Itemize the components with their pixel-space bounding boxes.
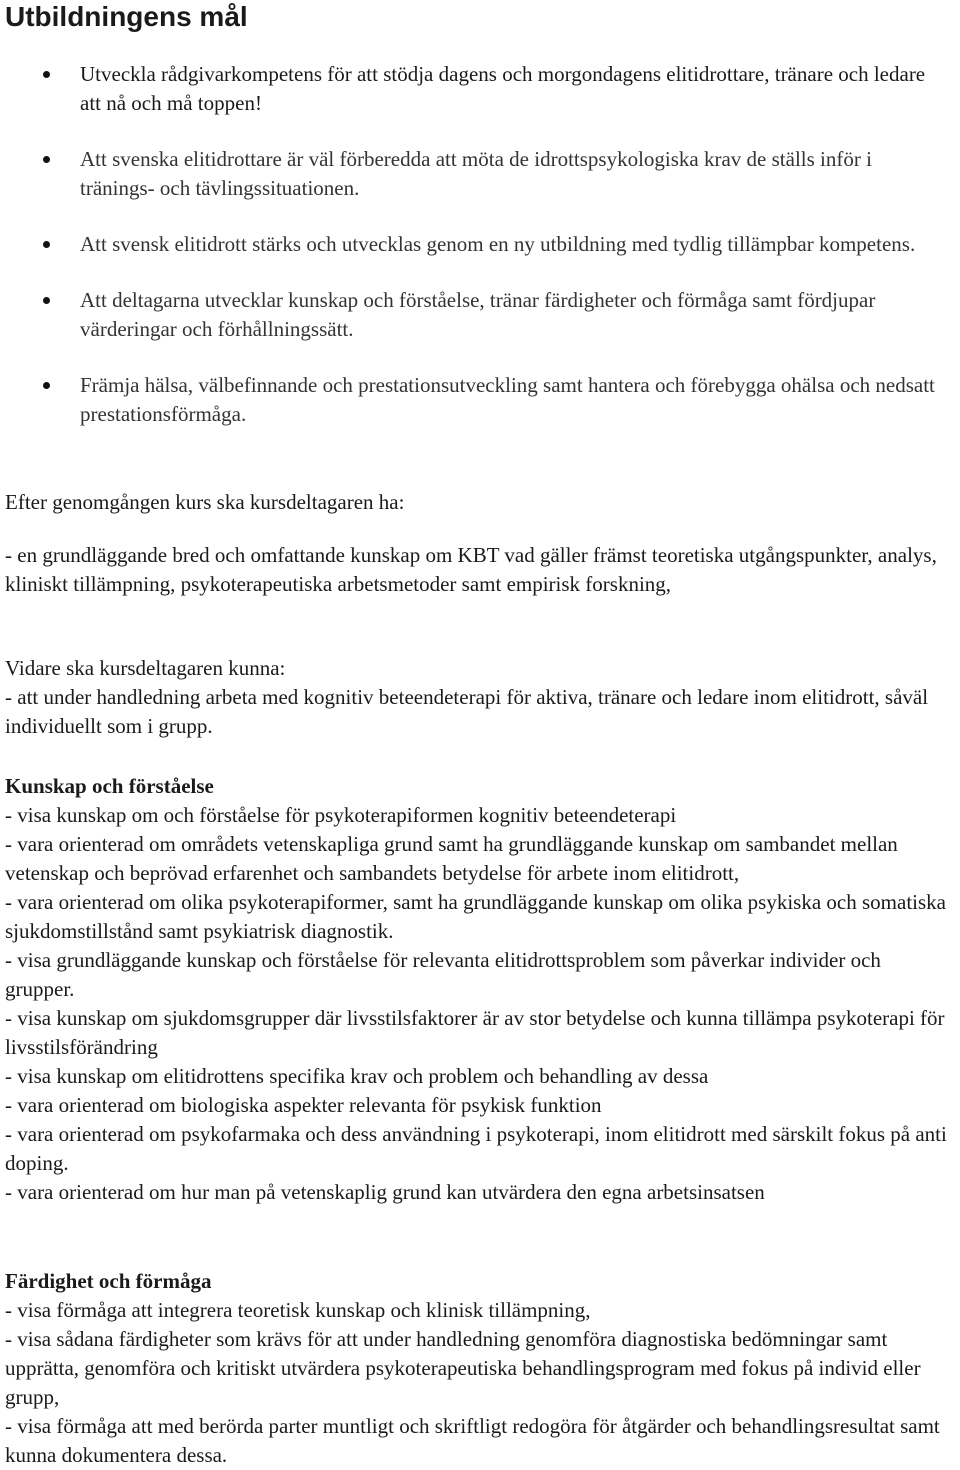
- knowledge-item: - vara orienterad om biologiska aspekter relevanta för psykisk funktion: [5, 1093, 602, 1117]
- goal-item: [0, 286, 960, 344]
- knowledge-section: [5, 772, 955, 1207]
- knowledge-item: - vara orienterad om hur man på vetenskaplig grund kan utvärdera den egna arbetsinsatsen: [5, 1180, 765, 1204]
- page-title: Utbildningens mål: [5, 1, 248, 32]
- intro-text: Efter genomgången kurs ska kursdeltagaren ha:: [5, 490, 405, 514]
- goal-item: [0, 145, 960, 203]
- goal-item: [0, 60, 960, 118]
- bullet-icon: [43, 382, 50, 389]
- bullet-icon: [43, 297, 50, 304]
- goal-text: Att deltagarna utvecklar kunskap och förståelse, tränar färdigheter och förmåga samt fördjupar värderingar och förhållningssätt.: [80, 288, 876, 341]
- further-heading: Vidare ska kursdeltagaren kunna:: [5, 656, 286, 680]
- skills-item: - visa förmåga att med berörda parter muntligt och skriftligt redogöra för åtgärder och behandlingsresultat samt kunna dokumentera dessa.: [5, 1414, 940, 1467]
- knowledge-item: - vara orienterad om områdets vetenskapliga grund samt ha grundläggande kunskap om sambandet mellan vetenskap och beprövad erfarenhet och sambandets betydelse för arbete inom elitidrott,: [5, 832, 898, 885]
- goals-list: [0, 60, 960, 456]
- skills-item: - visa förmåga att integrera teoretisk kunskap och klinisk tillämpning,: [5, 1298, 591, 1322]
- knowledge-item: - visa kunskap om och förståelse för psykoterapiformen kognitiv beteendeterapi: [5, 803, 677, 827]
- skills-section: [5, 1267, 955, 1470]
- knowledge-heading: Kunskap och förståelse: [5, 774, 214, 798]
- bullet-icon: [43, 71, 50, 78]
- goal-text: Att svenska elitidrottare är väl förberedda att möta de idrottspsykologiska krav de ställs inför i tränings- och tävlingssituationen.: [80, 147, 872, 200]
- goal-text: Främja hälsa, välbefinnande och prestationsutveckling samt hantera och förebygga ohälsa och nedsatt prestationsförmåga.: [80, 373, 935, 426]
- knowledge-item: - visa grundläggande kunskap och förståelse för relevanta elitidrottsproblem som påverkar individer och grupper.: [5, 948, 881, 1001]
- skills-heading: Färdighet och förmåga: [5, 1269, 212, 1293]
- knowledge-item: - vara orienterad om olika psykoterapiformer, samt ha grundläggande kunskap om olika psykiska och somatiska sjukdomstillstånd samt psykiatrisk diagnostik.: [5, 890, 946, 943]
- goal-item: [0, 230, 960, 259]
- further-item: - att under handledning arbeta med kognitiv beteendeterapi för aktiva, tränare och ledare inom elitidrott, såväl individuellt som i grupp.: [5, 685, 929, 738]
- goal-item: [0, 371, 960, 429]
- goal-text: Utveckla rådgivarkompetens för att stödja dagens och morgondagens elitidrottare, tränare och ledare att nå och må toppen!: [80, 62, 926, 115]
- bullet-icon: [43, 241, 50, 248]
- knowledge-item: - vara orienterad om psykofarmaka och dess användning i psykoterapi, inom elitidrott med särskilt fokus på anti doping.: [5, 1122, 947, 1175]
- knowledge-item: - visa kunskap om sjukdomsgrupper där livsstilsfaktorer är av stor betydelse och kunna tillämpa psykoterapi för livsstilsförändring: [5, 1006, 945, 1059]
- skills-item: - visa sådana färdigheter som krävs för att under handledning genomföra diagnostiska bedömningar samt upprätta, genomföra och kritiskt utvärdera psykoterapeutiska behandlingsprogram med fokus på individ eller grupp,: [5, 1327, 921, 1409]
- knowledge-basis-text: - en grundläggande bred och omfattande kunskap om KBT vad gäller främst teoretiska utgångspunkter, analys, kliniskt tillämpning, psykoterapeutiska arbetsmetoder samt empirisk forskning,: [5, 543, 937, 596]
- goal-text: Att svensk elitidrott stärks och utvecklas genom en ny utbildning med tydlig tillämpbar kompetens.: [80, 232, 916, 256]
- knowledge-item: - visa kunskap om elitidrottens specifika krav och problem och behandling av dessa: [5, 1064, 709, 1088]
- bullet-icon: [43, 156, 50, 163]
- further-section: [5, 654, 955, 741]
